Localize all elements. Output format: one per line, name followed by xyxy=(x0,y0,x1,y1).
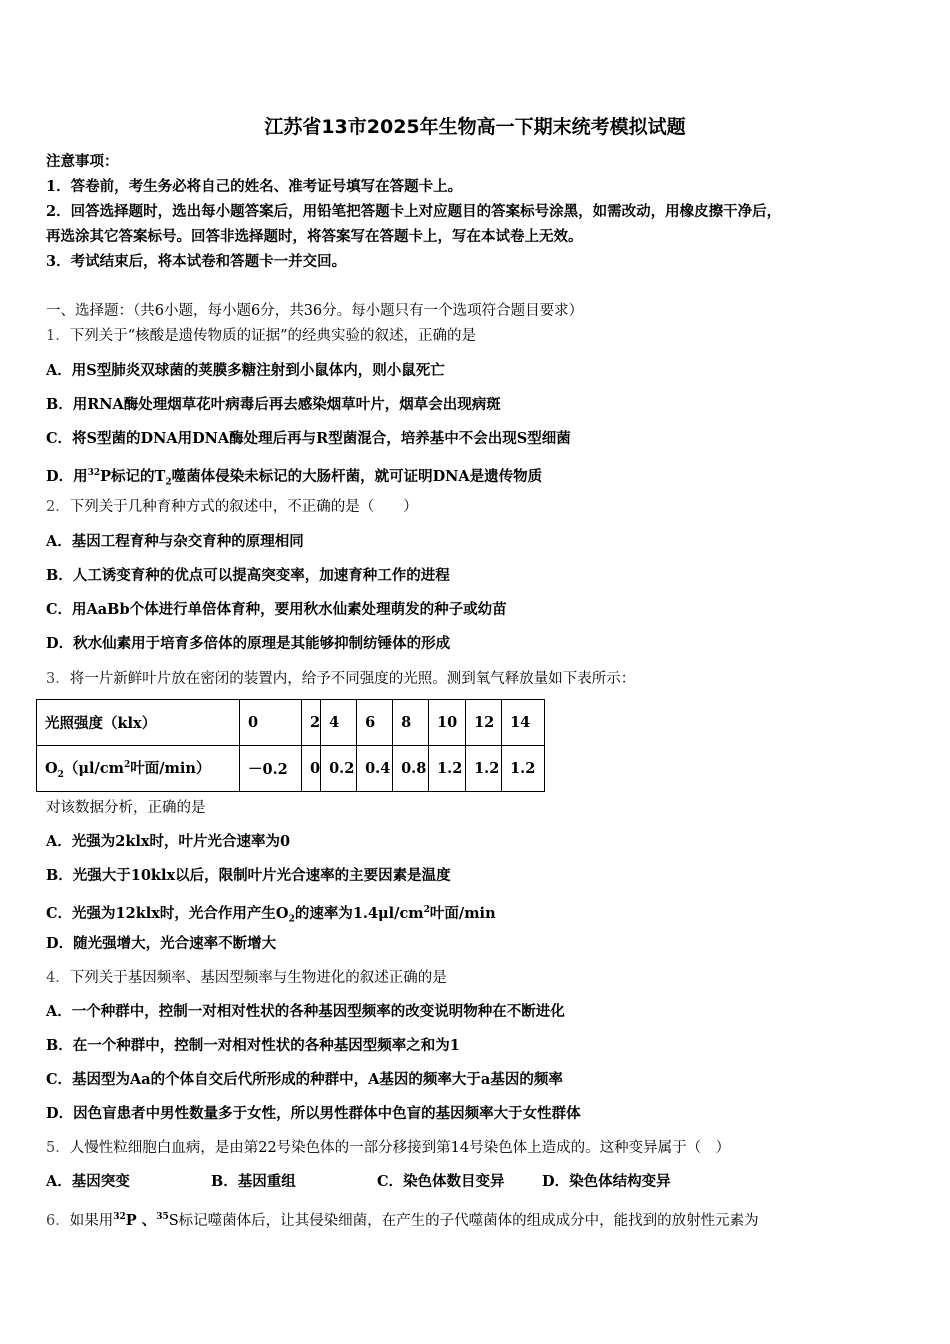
table-cell: 14 xyxy=(502,700,545,746)
table-cell: －0.2 xyxy=(240,746,302,792)
q1-option-b: B．用RNA酶处理烟草花叶病毒后再去感染烟草叶片，烟草会出现病斑 xyxy=(46,396,501,413)
superscript: 35 xyxy=(156,1212,169,1222)
q1-option-d xyxy=(46,463,542,493)
question-text: 人慢性粒细胞白血病，是由第22号染色体的一部分移接到第14号染色体上造成的。这种变异属于（ ） xyxy=(69,1140,731,1156)
notice-item: 1．答卷前，考生务必将自己的姓名、准考证号填写在答题卡上。 xyxy=(46,178,463,195)
question-text: 如果用 xyxy=(69,1212,114,1229)
question-5-stem xyxy=(46,1138,730,1158)
subscript: 2 xyxy=(57,769,64,780)
table-cell: 4 xyxy=(321,700,357,746)
table-cell: 8 xyxy=(393,700,429,746)
oxygen-release-table xyxy=(36,699,545,792)
question-text: 下列关于基因频率、基因型频率与生物进化的叙述正确的是 xyxy=(69,970,447,986)
text: C．光强为12klx时，光合作用产生O xyxy=(46,904,289,922)
table-row xyxy=(37,746,545,792)
q1-option-a: A．用S型肺炎双球菌的荚膜多糖注射到小鼠体内，则小鼠死亡 xyxy=(46,362,445,379)
superscript: 2 xyxy=(423,905,430,915)
q2-option-a: A．基因工程育种与杂交育种的原理相同 xyxy=(46,533,304,550)
question-text: S标记噬菌体后，让其侵染细菌，在产生的子代噬菌体的组成成分中，能找到的放射性元素为 xyxy=(168,1212,759,1229)
q2-option-d: D．秋水仙素用于培育多倍体的原理是其能够抑制纺锤体的形成 xyxy=(46,635,451,652)
question-number: 1． xyxy=(46,328,70,344)
table-header-cell xyxy=(37,746,240,792)
table-cell: 0.2 xyxy=(321,746,357,792)
q2-option-c: C．用AaBb个体进行单倍体育种，要用秋水仙素处理萌发的种子或幼苗 xyxy=(46,601,507,618)
question-text: 下列关于“核酸是遗传物质的证据”的经典实验的叙述，正确的是 xyxy=(69,328,477,344)
text: （μl/cm xyxy=(63,760,124,778)
q2-option-b: B．人工诱变育种的优点可以提高突变率，加速育种工作的进程 xyxy=(46,567,450,584)
superscript: 2 xyxy=(124,760,131,771)
question-1-stem xyxy=(46,326,476,346)
q4-option-d: D．因色盲患者中男性数量多于女性，所以男性群体中色盲的基因频率大于女性群体 xyxy=(46,1105,581,1122)
question-text: 将一片新鲜叶片放在密闭的装置内，给予不同强度的光照。测到氧气释放量如下表所示： xyxy=(69,671,636,687)
table-cell: 2 xyxy=(302,700,321,746)
subscript: 2 xyxy=(165,477,172,488)
question-text: 下列关于几种育种方式的叙述中，不正确的是（ ） xyxy=(69,499,418,515)
q4-option-b: B．在一个种群中，控制一对相对性状的各种基因型频率之和为1 xyxy=(46,1037,460,1054)
table-cell: 6 xyxy=(357,700,393,746)
q3-option-c xyxy=(46,900,496,930)
table-cell: 1.2 xyxy=(429,746,466,792)
subscript: 2 xyxy=(288,914,295,925)
text: P标记的T xyxy=(100,467,166,485)
question-number: 2． xyxy=(46,499,70,515)
superscript: 32 xyxy=(87,468,101,478)
notice-item: 再选涂其它答案标号。回答非选择题时，将答案写在答题卡上，写在本试卷上无效。 xyxy=(46,228,583,245)
question-6-stem xyxy=(46,1207,759,1231)
table-cell: 1.2 xyxy=(466,746,502,792)
q4-option-c: C．基因型为Aa的个体自交后代所形成的种群中，A基因的频率大于a基因的频率 xyxy=(46,1071,563,1088)
text: 叶面/min xyxy=(429,904,496,922)
q3-followup: 对该数据分析，正确的是 xyxy=(46,800,206,816)
q5-option-c: C．染色体数目变异 xyxy=(377,1173,505,1190)
table-cell: 10 xyxy=(429,700,466,746)
q3-option-d: D．随光强增大，光合速率不断增大 xyxy=(46,935,277,952)
notice-item: 3．考试结束后，将本试卷和答题卡一并交回。 xyxy=(46,253,347,270)
text: D．用 xyxy=(46,467,88,485)
question-text: P 、 xyxy=(125,1211,157,1229)
table-header-cell: 光照强度（klx） xyxy=(37,700,240,746)
text: O xyxy=(45,760,58,778)
table-cell: 0 xyxy=(302,746,321,792)
q5-option-a: A．基因突变 xyxy=(46,1173,130,1190)
table-cell: 0.8 xyxy=(393,746,429,792)
question-number: 5． xyxy=(46,1140,70,1156)
q3-option-a: A．光强为2klx时，叶片光合速率为0 xyxy=(46,833,291,850)
notice-item: 2．回答选择题时，选出每小题答案后，用铅笔把答题卡上对应题目的答案标号涂黑，如需改动，用橡皮擦干净后， xyxy=(46,203,782,220)
text: 噬菌体侵染未标记的大肠杆菌，就可证明DNA是遗传物质 xyxy=(171,467,543,485)
table-cell: 0.4 xyxy=(357,746,393,792)
table-cell: 1.2 xyxy=(502,746,545,792)
text: 叶面/min） xyxy=(130,760,211,778)
q4-option-a: A．一个种群中，控制一对相对性状的各种基因型频率的改变说明物种在不断进化 xyxy=(46,1003,565,1020)
notice-heading: 注意事项： xyxy=(46,153,119,170)
section-heading: 一、选择题：（共6小题，每小题6分，共36分。每小题只有一个选项符合题目要求） xyxy=(46,303,584,319)
table-cell: 12 xyxy=(466,700,502,746)
q5-options xyxy=(46,1172,671,1192)
q5-option-d: D．染色体结构变异 xyxy=(542,1173,671,1190)
table-cell: 0 xyxy=(240,700,302,746)
question-3-stem xyxy=(46,669,635,689)
question-number: 6． xyxy=(46,1212,70,1229)
superscript: 32 xyxy=(113,1212,126,1222)
page-title: 江苏省13市2025年生物高一下期末统考模拟试题 xyxy=(264,116,686,138)
question-number: 3． xyxy=(46,671,70,687)
question-2-stem xyxy=(46,497,418,517)
q1-option-c: C．将S型菌的DNA用DNA酶处理后再与R型菌混合，培养基中不会出现S型细菌 xyxy=(46,430,571,447)
question-4-stem xyxy=(46,968,447,988)
q5-option-b: B．基因重组 xyxy=(211,1173,296,1190)
question-number: 4． xyxy=(46,970,70,986)
table-row xyxy=(37,700,545,746)
q3-option-b: B．光强大于10klx以后，限制叶片光合速率的主要因素是温度 xyxy=(46,867,451,884)
text: 的速率为1.4μl/cm xyxy=(294,904,424,922)
